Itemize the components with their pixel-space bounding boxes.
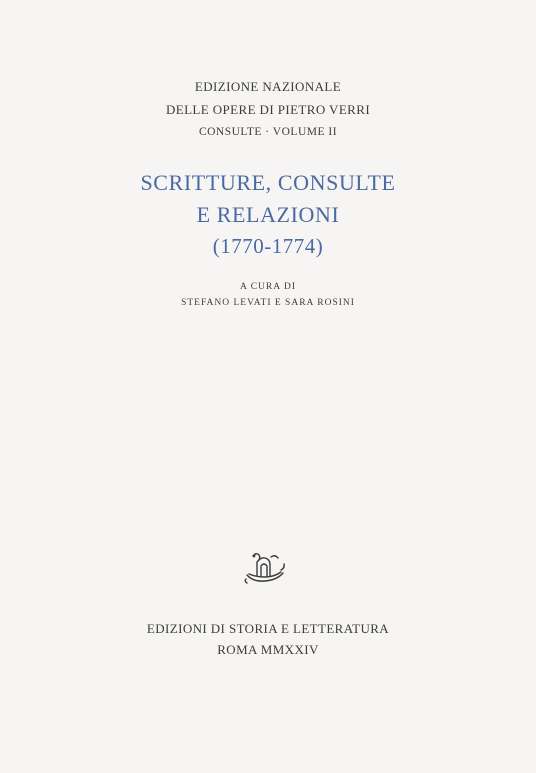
publisher-emblem-icon (243, 548, 287, 586)
publisher-place-year: ROMA MMXXIV (217, 642, 319, 657)
book-title-line2: E RELAZIONI (196, 202, 340, 227)
book-title-line1: SCRITTURE, CONSULTE (140, 170, 396, 195)
series-title-line2: DELLE OPERE DI PIETRO VERRI (165, 102, 371, 117)
editors-names: STEFANO LEVATI E SARA ROSINI (181, 298, 355, 308)
book-dates: (1770-1774) (212, 234, 324, 258)
series-title-line1: EDIZIONE NAZIONALE (194, 79, 342, 94)
publisher-name: EDIZIONI DI STORIA E LETTERATURA (146, 621, 390, 636)
series-volume: CONSULTE · VOLUME II (198, 126, 338, 138)
editors-label: A CURA DI (240, 282, 296, 292)
